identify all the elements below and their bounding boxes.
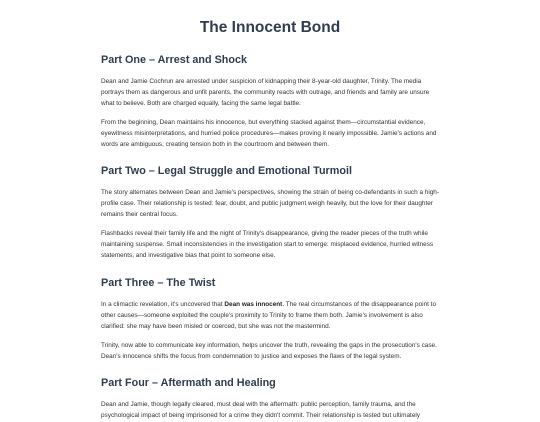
paragraph: The story alternates between Dean and Jamie's perspectives, showing the strain of being co-defendants in such a high-profile case. Their relationship is tested: fear, doubt, and public judgment weigh heavily, but the love for their daughter remains their central focus. [101,189,439,219]
paragraph-text: In a climactic revelation, it's uncovered that [101,300,225,308]
paragraph: Dean and Jamie, though legally cleared, must deal with the aftermath: public perception, family trauma, and the psychological impact of being imprisoned for a crime they didn't commit. Their relationship is tested but ultimately [101,401,421,420]
section-heading: Part Three – The Twist [101,276,216,289]
section-part-one [101,53,439,150]
paragraph-text: . The real circumstances of the disappearance point to other causes—someone exploited the couple's proximity to Trinity to frame them both. Jamie's involvement is also clarified: she may have been misled or coerced, but she was not the mastermind. [101,300,437,330]
emphasis-text: Dean was innocent [224,300,283,308]
paragraph: Dean and Jamie Cochrun are arrested under suspicion of kidnapping their 8-year-old daughter, Trinity. The media portrays them as dangerous and unfit parents, the community reacts with outrage, and friends and family are unsure what to believe. Both are charged equally, facing the same legal battle. [101,78,430,107]
section-heading: Part Two – Legal Struggle and Emotional Turmoil [101,165,352,178]
section-part-two [101,164,439,261]
paragraph: Flashbacks reveal their family life and the night of Trinity's disappearance, giving the reader pieces of the truth while maintaining suspense. Small inconsistencies in the investigation start to emerge: misplaced evidence, hurried witness statements, and investigative bias that point to someone else. [101,230,434,259]
paragraph: From the beginning, Dean maintains his innocence, but everything stacked against them—circumstantial evidence, eyewitness misinterpretations, and hurried police procedures—makes proving it nearly impossible. Jamie's actions and words are ambiguous, creating tension both in the courtroom and between them. [101,118,437,148]
section-heading: Part One – Arrest and Shock [101,54,248,66]
document-title: The Innocent Bond [199,19,341,36]
section-part-three [101,276,439,363]
section-heading: Part Four – Aftermath and Healing [101,377,276,390]
paragraph [101,300,439,333]
section-part-four [101,376,439,422]
paragraph: Trinity, now able to communicate key information, helps uncover the truth, revealing the gaps in the prosecution's case. Dean's innocence shifts the focus from condemnation to justice and exposes the flaws of the legal system. [101,341,437,360]
